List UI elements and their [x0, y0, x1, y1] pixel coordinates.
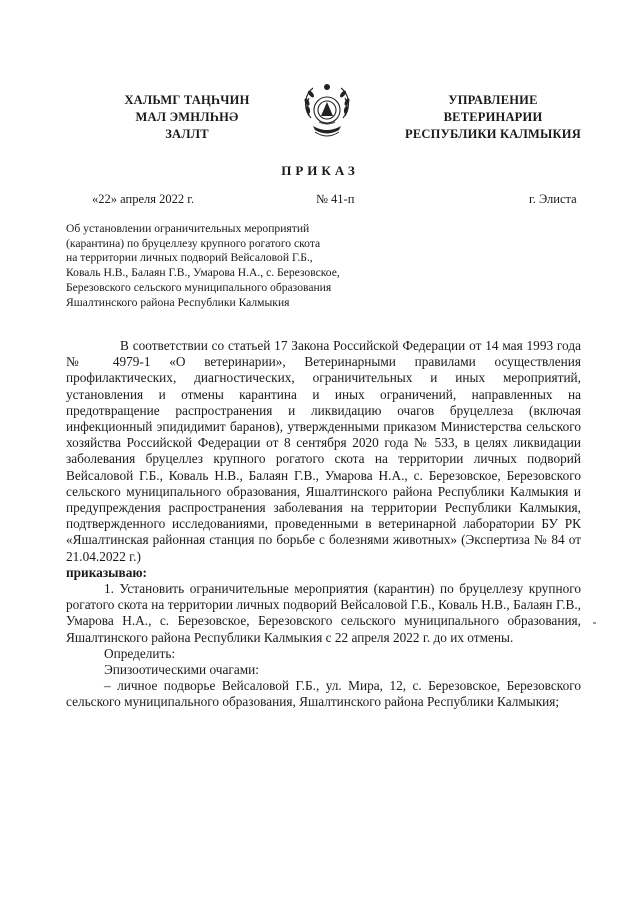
order-date: «22» апреля 2022 г. [92, 192, 195, 206]
header-left-line: МАЛ ЭМНЛҺНӘ [135, 110, 239, 124]
subject-line: Яшалтинского района Республики Калмыкия [66, 295, 290, 309]
preamble-paragraph: В соответствии со статьей 17 Закона Российской Федерации от 14 мая 1993 года № 4979-1 «О ветеринарии», Ветеринарными правилами осуществления профилактических, диагностических, ограничительных и иных мероприятий, установления и отмены карантина и иных ограничений, направленных на предотвращение распространения и ликвидацию очагов бруцеллеза (включая инфекционный эпидидимит баранов), утвержденными приказом Министерства сельского хозяйства Российской Федерации от 8 сентября 2020 года № 533, в целях ликвидации заболевания бруцеллез крупного рогатого скота на территории личных подворий Вейсаловой Г.Б., Коваль Н.В., Балаян Г.В., Умарова Н.А., с. Березовское, Березовского сельского муниципального образования, Яшалтинского района Республики Калмыкия и предупреждения распространения заболевания на территории Республики Калмыкия, подтвержденного исследованиями, проведенными в ветеринарной лаборатории БУ РК «Яшалтинская районная станция по борьбе с болезнями животных» (Экспертиза № 84 от 21.04.2022 г.) [66, 338, 581, 564]
order-directive: приказываю: [66, 564, 147, 580]
order-city: г. Элиста [529, 192, 577, 206]
subject-line: Березовского сельского муниципального образования [66, 280, 332, 294]
header-right-line: УПРАВЛЕНИЕ [448, 93, 538, 107]
header-right-line: РЕСПУБЛИКИ КАЛМЫКИЯ [405, 127, 581, 141]
subject-line: (карантина) по бруцеллезу крупного рогатого скота [66, 236, 321, 250]
order-subject [66, 222, 406, 310]
epizootic-foci-heading: Эпизоотическими очагами: [104, 662, 259, 678]
organization-name-kalmyk [112, 92, 262, 143]
order-item-1: 1. Установить ограничительные мероприятия (карантин) по бруцеллезу крупного рогатого скота на территории личных подворий Вейсаловой Г.Б., Коваль Н.В., Балаян Г.В., Умарова Н.А., с. Березовское, Березовского сельского муниципального образования, Яшалтинского района Республики Калмыкия с 22 апреля 2022 г. до их отмены. [66, 581, 581, 645]
header-left-line: ХАЛЬМГ ТАҢҺЧИН [124, 93, 250, 107]
define-heading: Определить: [104, 645, 176, 661]
epizootic-focus-item: – личное подворье Вейсаловой Г.Б., ул. Мира, 12, с. Березовское, Березовского сельского муниципального образования, Яшалтинского района Республики Калмыкия; [66, 678, 581, 710]
subject-line: Об установлении ограничительных мероприятий [66, 222, 310, 235]
header-left-line: ЗАЛЛТ [165, 127, 209, 141]
subject-line: на территории личных подворий Вейсаловой Г.Б., [66, 251, 313, 265]
order-body [66, 338, 581, 711]
header-right-line: ВЕТЕРИНАРИИ [443, 110, 543, 124]
subject-line: Коваль Н.В., Балаян Г.В., Умарова Н.А., с. Березовское, [66, 266, 340, 280]
order-number: № 41-п [316, 192, 355, 206]
kalmykia-coat-of-arms-icon [299, 82, 355, 142]
organization-name-russian [388, 92, 598, 143]
document-title: ПРИКАЗ [281, 163, 359, 178]
scan-artifact [593, 622, 596, 624]
